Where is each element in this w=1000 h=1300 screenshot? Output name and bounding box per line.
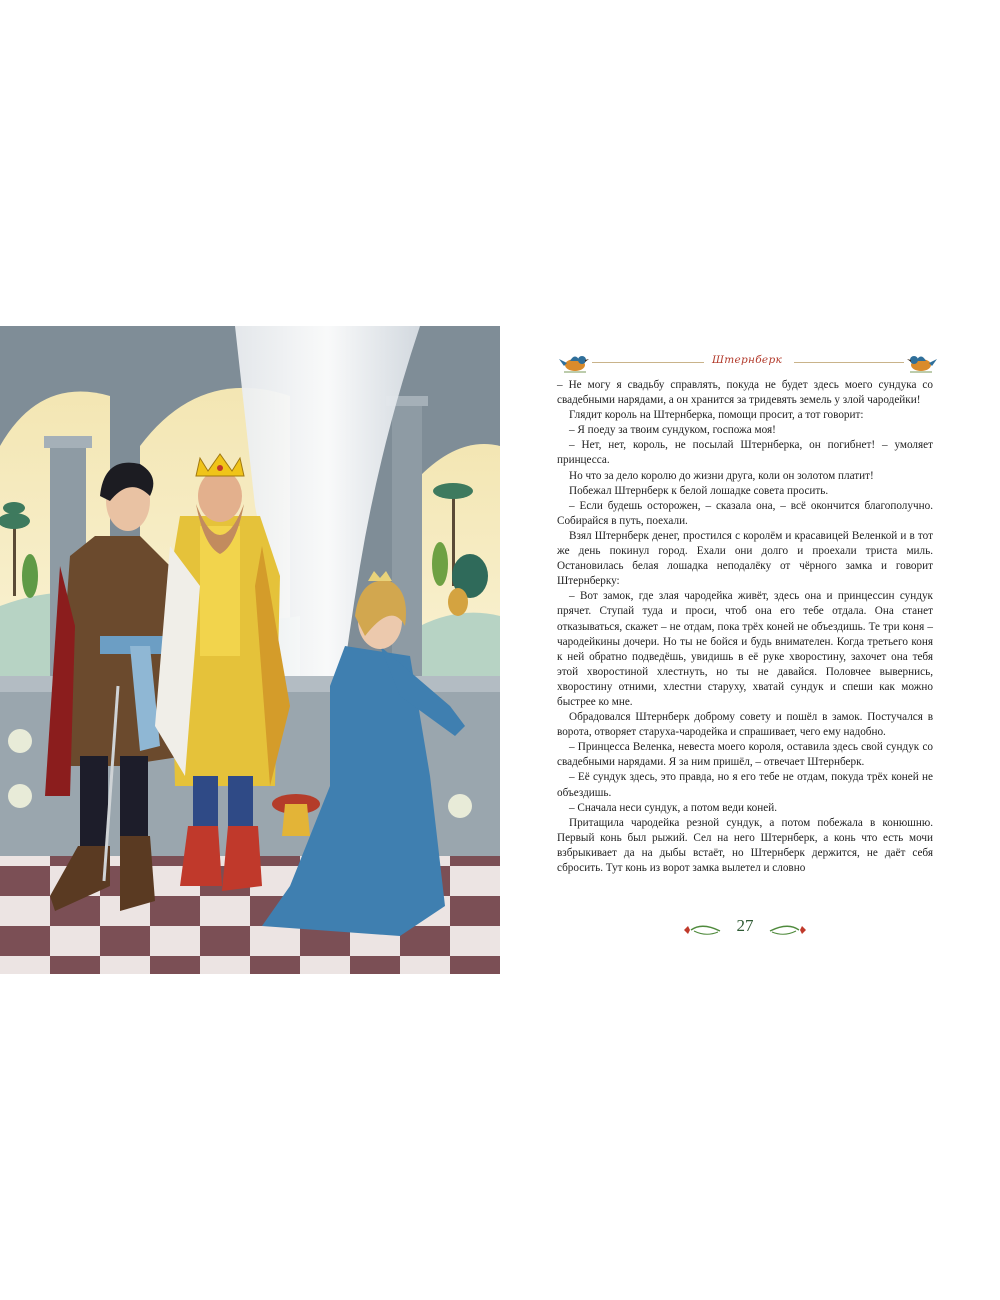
- paragraph: – Не могу я свадьбу справлять, покуда не будет здесь моего сундука со свадебными нарядами, а он хранится за тридевять земель у злой чародейки!: [557, 379, 933, 407]
- paragraph: – Я поеду за твоим сундуком, госпожа моя!: [569, 424, 776, 437]
- text-page: [500, 326, 1000, 974]
- page-number: 27: [736, 916, 754, 935]
- fairy-tale-illustration: [0, 326, 500, 974]
- paragraph: Но что за дело королю до жизни друга, коли он золотом платит!: [569, 469, 874, 482]
- paragraph: Взял Штернберк денег, простился с королём и красавицей Веленкой и в тот же день покинул город. Ехали они долго и проехали триста миль. Остановилась белая лошадка неподалёку от чёрного замка и говорит Штернберку:: [557, 529, 933, 588]
- paragraph: – Если будешь осторожен, – сказала она, – всё окончится благополучно. Собирайся в путь, поехали.: [557, 499, 933, 527]
- book-spread: [0, 326, 1000, 974]
- paragraph: – Вот замок, где злая чародейка живёт, здесь она и принцессин сундук прячет. Ступай туда и проси, чтоб она его тебе отдала. Она станет отказываться, скажет – не отдам, пока трёх коней не объездишь. Те три коня – чародейкины дочери. Но ты не бойся и будь внимателен. Когда третьего коня к ней обратно подведёшь, увидишь в её руке хворостину, захочет она тебя этой хворостиной хлестнуть, но ты не давайся. Половчее вывернись, хворостину отними, хлестни старуху, хватай сундук и спеши как можно быстрее ко мне.: [557, 590, 933, 708]
- paragraph: – Её сундук здесь, это правда, но я его тебе не отдам, покуда трёх коней не объездишь.: [557, 771, 933, 799]
- running-head-title: Штернберк: [711, 354, 783, 366]
- paragraph: Притащила чародейка резной сундук, а потом побежала в конюшню. Первый конь был рыжий. Сел на него Штернберк, а конь что есть мочи взбрыкивает да на дыбы встаёт, но Штернберк держится, не даёт себя сбросить. Тут конь из ворот замка вылетел и словно: [557, 816, 933, 874]
- flourish-icon: [768, 922, 808, 936]
- page-folio: [680, 914, 810, 942]
- running-head: [558, 348, 936, 376]
- story-text: [557, 378, 933, 876]
- paragraph: – Принцесса Веленка, невеста моего короля, оставила здесь свой сундук со свадебными нарядами. Я за ним пришёл, – отвечает Штернберк.: [557, 741, 933, 769]
- illustration-scene: [0, 326, 500, 974]
- paragraph: Побежал Штернберк к белой лошадке совета просить.: [569, 484, 829, 497]
- paragraph: Обрадовался Штернберк доброму совету и пошёл в замок. Постучался в ворота, отворяет старуха-чародейка и спрашивает, чего ему надобно.: [557, 711, 933, 739]
- paragraph: – Сначала неси сундук, а потом веди коней.: [569, 801, 777, 814]
- bird-icon: [904, 348, 938, 376]
- paragraph: – Нет, нет, король, не посылай Штернберка, он погибнет! – умоляет принцесса.: [557, 439, 933, 467]
- paragraph: Глядит король на Штернберка, помощи просит, а тот говорит:: [569, 409, 864, 422]
- running-head-rule-right: [794, 362, 904, 363]
